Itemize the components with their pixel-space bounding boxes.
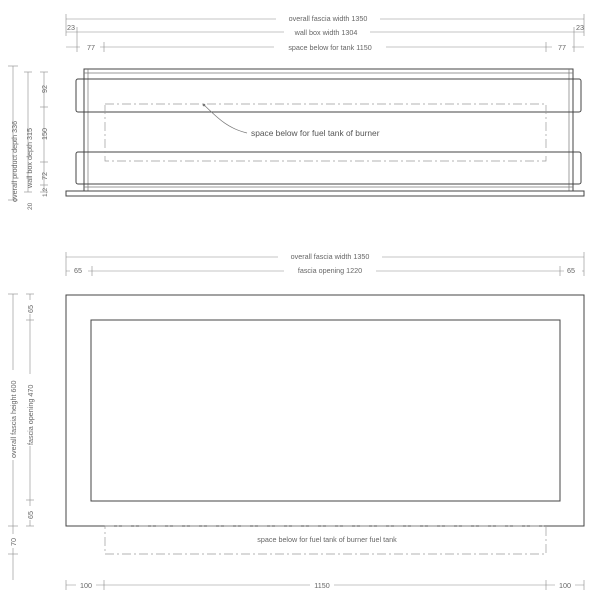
dim-1-2: 1.2: [42, 187, 49, 197]
overall-fascia-height-label: overall fascia height 600: [9, 380, 18, 458]
callout-dot: [203, 104, 206, 107]
callout-leader: [204, 105, 247, 133]
left-margin-65: 65: [74, 266, 82, 275]
overall-fascia-width-label: overall fascia width 1350: [288, 14, 368, 23]
bottom-middle-1150: 1150: [314, 581, 330, 590]
bottom-dimensions: [66, 580, 584, 590]
left-margin-23: 23: [67, 23, 75, 32]
top-view-dimensions: [66, 13, 584, 52]
fascia-opening-height-label: fascia opening 470: [26, 384, 35, 445]
fuel-tank-space-label: space below for fuel tank of burner fuel tank: [257, 535, 397, 544]
dim-20: 20: [27, 202, 34, 210]
fascia-plate: [66, 191, 584, 196]
fuel-tank-callout: space below for fuel tank of burner: [251, 128, 380, 138]
front-view-elevation: [66, 295, 584, 554]
top-margin-65: 65: [26, 305, 35, 313]
top-view-side-dimensions: [8, 66, 49, 210]
space-left-77: 77: [87, 43, 95, 52]
right-margin-65: 65: [567, 266, 575, 275]
bottom-left-100: 100: [80, 581, 92, 590]
fascia-opening-width-label: fascia opening 1220: [297, 266, 363, 275]
overall-fascia-width-label-front: overall fascia width 1350: [290, 252, 370, 261]
bottom-margin-65: 65: [26, 511, 35, 519]
right-margin-23: 23: [576, 23, 584, 32]
top-view-plan: [66, 69, 584, 196]
bottom-right-100: 100: [559, 581, 571, 590]
space-right-77: 77: [558, 43, 566, 52]
wall-box-width-label: wall box width 1304: [294, 28, 358, 37]
upper-rail: [76, 79, 581, 112]
space-below-tank-label: space below for tank 1150: [288, 43, 372, 52]
dim-92: 92: [40, 85, 49, 93]
lower-rail: [76, 152, 581, 184]
wall-box-depth-label: wall box depth 315: [25, 128, 34, 188]
dim-70: 70: [9, 538, 18, 546]
front-view-side-dimensions: [8, 294, 35, 580]
overall-product-depth-label: overall product depth 336: [10, 120, 19, 202]
fascia-outline: [66, 295, 584, 526]
dim-72: 72: [40, 172, 49, 180]
front-view-dimensions: [66, 251, 584, 276]
dim-150: 150: [40, 128, 49, 140]
fascia-opening: [91, 320, 560, 501]
